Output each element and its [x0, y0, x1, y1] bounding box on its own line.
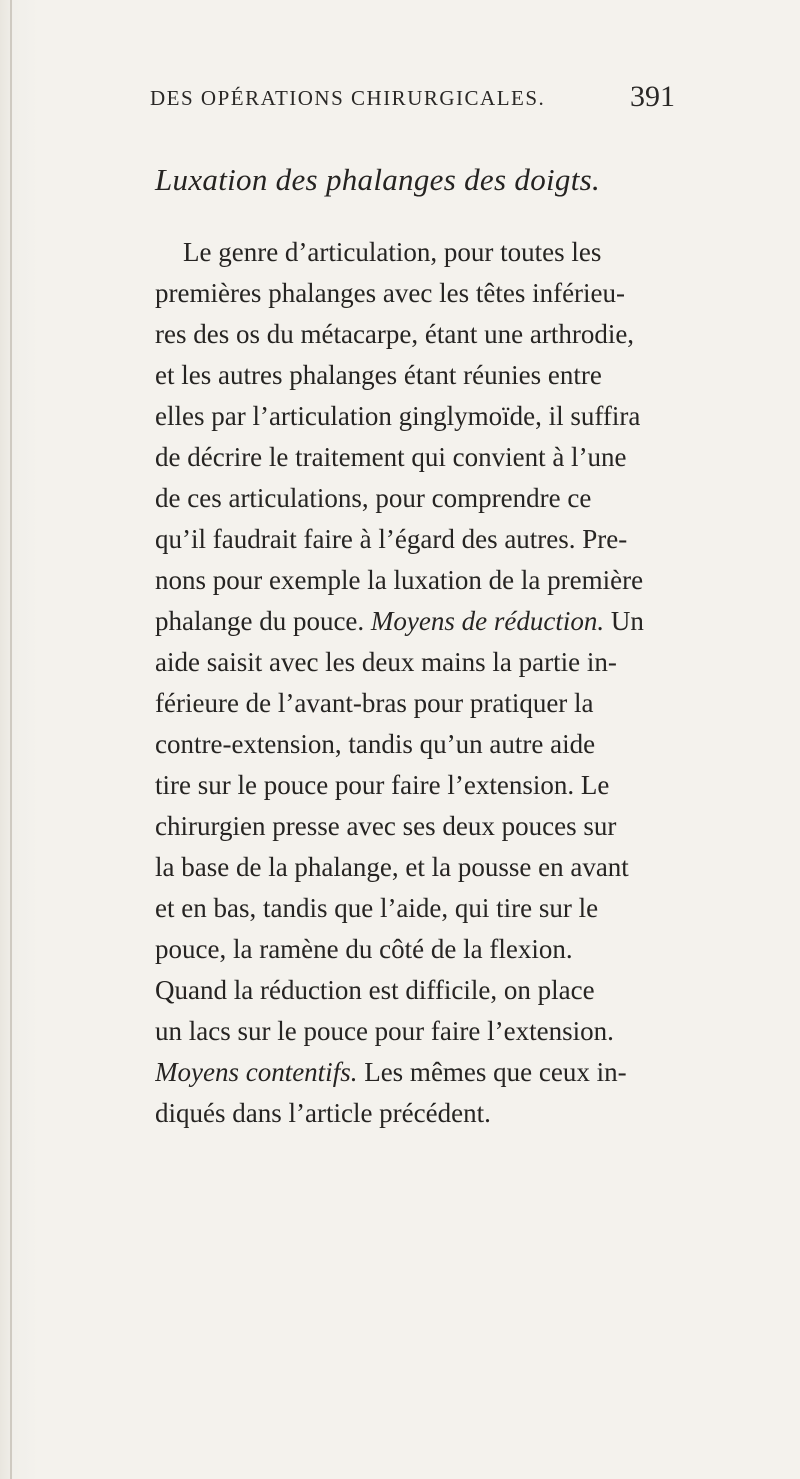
subheading-inline: Moyens de réduction.	[370, 606, 605, 636]
text-segment: Un	[610, 606, 644, 636]
running-head: DES OPÉRATIONS CHIRURGICALES.	[150, 86, 546, 110]
page-header	[150, 80, 760, 120]
text-line: de ces articulations, pour comprendre ce	[155, 483, 592, 513]
page-number: 391	[630, 80, 675, 113]
text-line: chirurgien presse avec ses deux pouces sur	[155, 811, 617, 841]
text-line: elles par l’articulation ginglymoïde, il suffira	[155, 401, 641, 431]
text-line: et les autres phalanges étant réunies entre	[155, 360, 602, 390]
text-line: tire sur le pouce pour faire l’extension. Le	[155, 770, 610, 800]
text-line: contre-extension, tandis qu’un autre aide	[155, 729, 596, 759]
text-line: qu’il faudrait faire à l’égard des autres. Pre-	[155, 524, 628, 554]
page-gutter	[10, 0, 12, 1479]
text-line: la base de la phalange, et la pousse en avant	[155, 852, 629, 882]
section-title: Luxation des phalanges des doigts.	[155, 162, 601, 197]
text-line: pouce, la ramène du côté de la flexion.	[155, 934, 573, 964]
text-line: férieure de l’avant-bras pour pratiquer la	[155, 688, 594, 718]
text-line: aide saisit avec les deux mains la partie in-	[155, 647, 617, 677]
text-segment: Les mêmes que ceux in-	[364, 1057, 627, 1087]
text-line: diqués dans l’article précédent.	[155, 1098, 491, 1128]
text-line: res des os du métacarpe, étant une arthrodie,	[155, 319, 635, 349]
text-line: un lacs sur le pouce pour faire l’extension.	[155, 1016, 614, 1046]
text-line	[155, 1052, 775, 1093]
body-text	[155, 232, 775, 1134]
text-line: et en bas, tandis que l’aide, qui tire sur le	[155, 893, 599, 923]
text-line: nons pour exemple la luxation de la première	[155, 565, 644, 595]
text-line	[155, 601, 775, 642]
text-line: premières phalanges avec les têtes inférieu-	[155, 278, 626, 308]
text-line: Le genre d’articulation, pour toutes les	[183, 237, 602, 267]
text-line: de décrire le traitement qui convient à l’une	[155, 442, 627, 472]
text-line: Quand la réduction est difficile, on place	[155, 975, 595, 1005]
text-segment: phalange du pouce.	[155, 606, 365, 636]
subheading-inline: Moyens contentifs.	[155, 1057, 358, 1087]
